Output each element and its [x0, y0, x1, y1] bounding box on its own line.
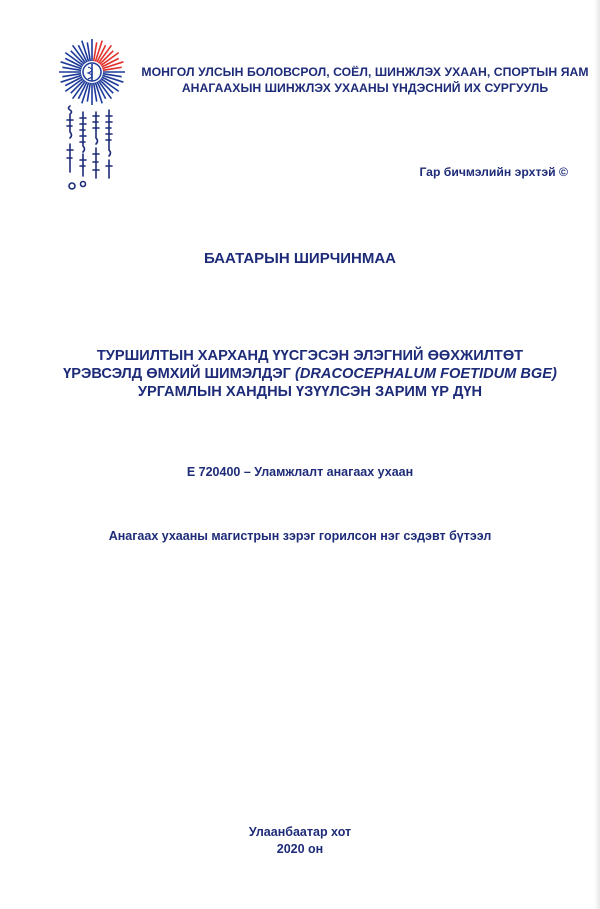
title-line-3: УРГАМЛЫН ХАНДНЫ ҮЗҮҮЛСЭН ЗАРИМ ҮР ДҮН [137, 384, 483, 400]
thesis-title [40, 347, 580, 401]
university-emblem-icon [52, 36, 132, 201]
page-edge [594, 0, 600, 909]
ministry-header [135, 64, 595, 96]
university-name: АНАГААХЫН ШИНЖЛЭХ УХААНЫ ҮНДЭСНИЙ ИХ СУРГУУЛЬ [181, 81, 549, 95]
ministry-name: МОНГОЛ УЛСЫН БОЛОВСРОЛ, СОЁЛ, ШИНЖЛЭХ УХААН, СПОРТЫН ЯАМ [141, 65, 589, 79]
copyright-note: Гар бичмэлийн эрхтэй © [419, 165, 568, 179]
title-line-1: ТУРШИЛТЫН ХАРХАНД ҮҮСГЭСЭН ЭЛЭГНИЙ ӨӨХЖИЛТӨТ [96, 348, 524, 364]
degree-statement: Анагаах ухааны магистрын зэрэг горилсон нэг сэдэвт бүтээл [108, 529, 492, 543]
specialty-code: Е 720400 – Уламжлалт анагаах ухаан [186, 465, 414, 479]
title-line-2-text: ҮРЭВСЭЛД ӨМХИЙ ШИМЭЛДЭГ [63, 366, 295, 382]
place-and-year [0, 824, 600, 858]
author-name: БААТАРЫН ШИРЧИНМАА [203, 250, 397, 267]
year: 2020 он [276, 842, 324, 856]
title-latin-name: (DRACOCEPHALUM FOETIDUM BGE) [294, 366, 557, 382]
city: Улаанбаатар хот [248, 825, 352, 839]
title-line-2 [40, 365, 580, 383]
